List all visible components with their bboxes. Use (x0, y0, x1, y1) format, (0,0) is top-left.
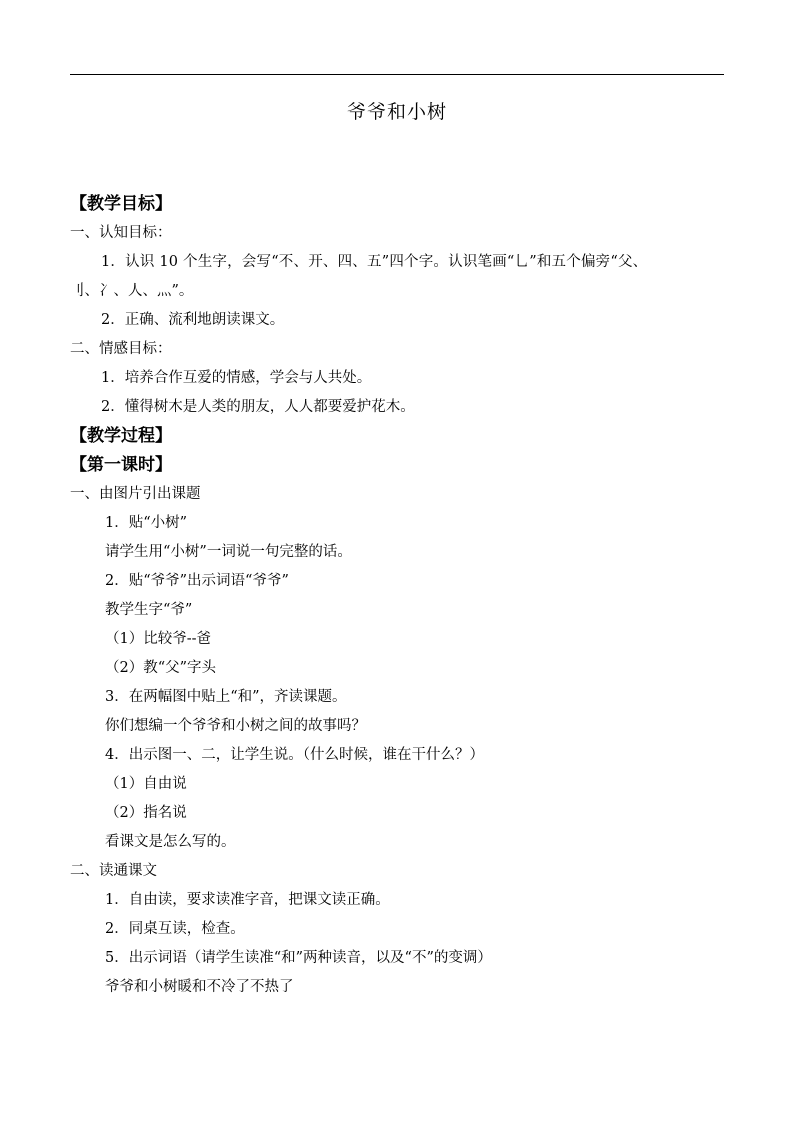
emotional-item-2: 2．懂得树木是人类的朋友，人人都要爱护花木。 (101, 399, 415, 415)
part2-item: 1．自由读，要求读准字音，把课文读正确。 (105, 892, 390, 908)
part1-item: 3．在两幅图中贴上“和”，齐读课题。 (105, 689, 347, 705)
part1-item: （2）指名说 (105, 805, 187, 821)
header-rule (70, 74, 724, 75)
document-body (70, 190, 730, 1002)
page-title: 爷爷和小树 (346, 101, 447, 123)
process-heading: 【教学过程】 (70, 426, 172, 446)
cognitive-item-2: 2．正确、流利地朗读课文。 (101, 312, 285, 328)
cognitive-item-1-cont: 刂、冫、人、灬”。 (70, 283, 194, 299)
cognitive-item-1: 1．认识 10 个生字，会写“不、开、四、五”四个字。认识笔画“乚”和五个偏旁“父、 (101, 254, 648, 270)
part1-item: 1．贴“小树” (105, 515, 188, 531)
emotional-heading: 二、情感目标： (70, 341, 172, 357)
part1-item: （2）教“父”字头 (105, 660, 217, 676)
part1-item: 看课文是怎么写的。 (105, 834, 236, 850)
lesson1-heading: 【第一课时】 (70, 455, 172, 475)
part1-item: 4．出示图一、二，让学生说。（什么时候，谁在干什么？） (105, 747, 484, 763)
cognitive-heading: 一、认知目标： (70, 225, 172, 241)
part1-item: （1）自由说 (105, 776, 187, 792)
part1-item: 请学生用“小树”一词说一句完整的话。 (105, 544, 352, 560)
part1-item: 教学生字“爷” (105, 602, 193, 618)
emotional-item-1: 1．培养合作互爱的情感，学会与人共处。 (101, 370, 372, 386)
part1-heading: 一、由图片引出课题 (70, 486, 201, 502)
part1-item: （1）比较爷--爸 (105, 631, 212, 647)
objectives-heading: 【教学目标】 (70, 194, 172, 214)
part2-item: 爷爷和小树暖和不冷了不热了 (105, 979, 294, 995)
part1-item: 2．贴“爷爷”出示词语“爷爷” (105, 573, 289, 589)
part2-item: 5．出示词语（请学生读准“和”两种读音，以及“不”的变调） (105, 950, 492, 966)
part1-item: 你们想编一个爷爷和小树之间的故事吗？ (105, 718, 366, 734)
part2-item: 2．同桌互读，检查。 (105, 921, 245, 937)
part2-heading: 二、读通课文 (70, 863, 157, 879)
